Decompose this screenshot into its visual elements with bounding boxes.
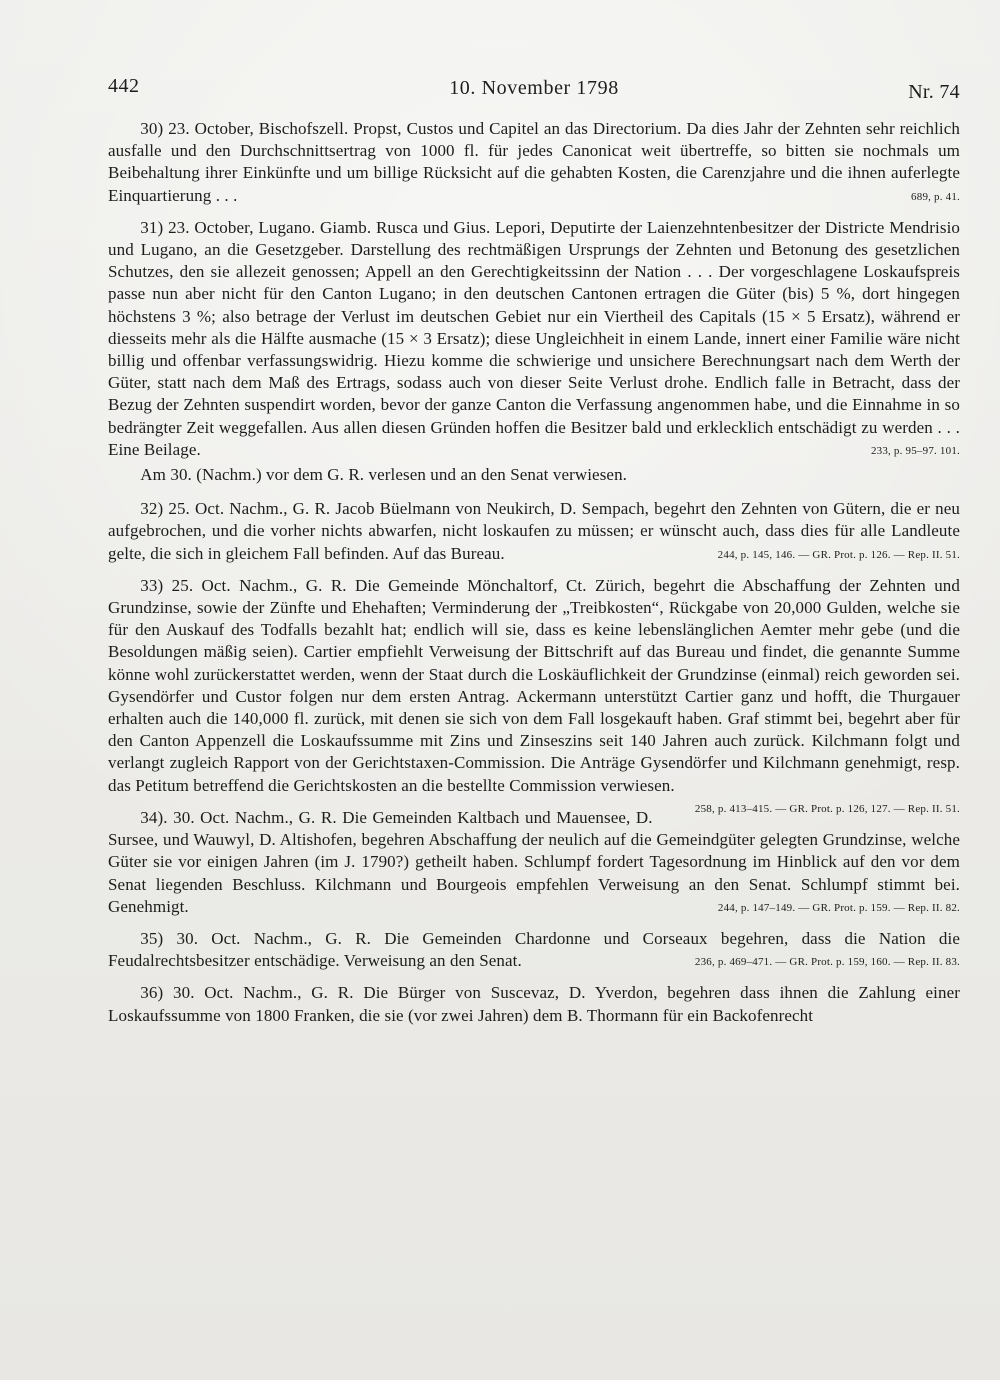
- page-date: 10. November 1798: [449, 77, 619, 99]
- page-reference: Nr. 74: [908, 81, 960, 103]
- entry-34: [108, 807, 960, 918]
- entry-33-text: [108, 575, 960, 815]
- entry-36-body: 36) 30. Oct. Nachm., G. R. Die Bürger von Suscevaz, D. Yverdon, begehren dass ihnen die Zahlung einer Loskaufssumme von 1800 Franken, die sie (vor zwei Jahren) dem B. Thormann für ein Backofenrecht: [108, 983, 960, 1025]
- page-header: [108, 74, 960, 108]
- page-number: 442: [108, 75, 140, 97]
- entry-36: [108, 982, 960, 1026]
- entry-32-body: 32) 25. Oct. Nachm., G. R. Jacob Büelmann von Neukirch, D. Sempach, begehrt den Zehnten von Gütern, die er neu aufgebrochen, und die vorher nichts abwarfen, nicht loskaufen zu müssen; er wünscht auch, dass dies für alle Landleute gelte, die sich in gleichem Fall befinden. Auf das Bureau.: [108, 499, 960, 563]
- entry-35-body: 35) 30. Oct. Nachm., G. R. Die Gemeinden Chardonne und Corseaux begehren, dass die Nation die Feudalrechtsbesitzer entschädige. Verweisung an den Senat.: [108, 928, 960, 971]
- entry-32: [108, 498, 960, 565]
- entry-33: [108, 575, 960, 815]
- entry-35-text: [108, 928, 960, 972]
- entry-31-note: Am 30. (Nachm.) vor dem G. R. verlesen und an den Senat verwiesen.: [140, 465, 628, 485]
- entry-34-text: [108, 807, 960, 918]
- entry-35-citation: 236, p. 469–471. — GR. Prot. p. 159, 160. — Rep. II. 83.: [694, 956, 960, 969]
- entry-34-citation: 244, p. 147–149. — GR. Prot. p. 159. — Rep. II. 82.: [717, 901, 960, 914]
- entry-36-text: [108, 982, 960, 1026]
- entry-35: [108, 928, 960, 972]
- document-body: [108, 118, 960, 1037]
- entry-31-body: 31) 23. October, Lugano. Giamb. Rusca und Gius. Lepori, Deputirte der Laienzehntenbesitzer der Districte Mendrisio und Lugano, an die Gesetzgeber. Darstellung des rechtmäßigen Ursprungs der Zehnten und Betonung des gesetzlichen Schutzes, den sie allezeit genossen; Appell an den Gerechtigkeitssinn der Nation . . . Der vorgeschlagene Loskaufspreis passe nun aber nicht für den Canton Lugano; in den deutschen Cantonen ertragen die Güter (bis) 5 %, dort hingegen höchstens 3 %; also betrage der Verlust im deutschen Gebiet nur ein Viertheil des Capitals (15 × 5 Ersatz), während er diesseits mehr als die Hälfte ausmache (15 × 3 Ersatz); diese Ungleichheit in einem Lande, innert einer Familie wäre nicht billig und offenbar verfassungswidrig. Hiezu komme die schwierige und unsichere Berechnungsart nach dem Werth der Güter, statt nach dem Maß des Ertrags, sodass auch von dieser Seite Verlust drohe. Endlich falle in Betracht, dass der Bezug der Zehnten suspendirt worden, bevor der ganze Canton die Verfassung angenommen habe, und die Einnahme in so bedrängter Zeit weggefallen. Aus allen diesen Gründen hoffen die Besitzer bald und erklecklich entschädigt zu werden . . . Eine Beilage.: [108, 217, 960, 459]
- entry-33-body: 33) 25. Oct. Nachm., G. R. Die Gemeinde Mönchaltorf, Ct. Zürich, begehrt die Abschaffung der Zehnten und Grundzinse, sowie der Zünfte und Ehehaften; Verminderung der „Treibkosten“, Rückgabe von 20,000 Gulden, welche sie für den Auskauf des Todfalls bezahlt hat; endlich will sie, dass es keine lebenslänglichen Aemter mehr gebe (und die Besoldungen mäßig seien). Cartier empfiehlt Verweisung der Bittschrift auf das Bureau und findet, die genannte Summe könne wohl zurückerstattet werden, wenn der Staat durch die Loskäuflichkeit der Grundzinse (einmal) reich geworden sei. Gysendörfer und Custor folgen nur dem ersten Antrag. Ackermann unterstützt Cartier ganz und hofft, die Thurgauer erhalten auch die 140,000 fl. zurück, mit denen sie sich von dem Fall losgekauft haben. Graf stimmt bei, begehrt aber für den Canton Appenzell die Loskaufssumme mit Zins und Zinseszins seit 140 Jahren auch zurück. Kilchmann folgt und verlangt zugleich Rapport von der Gerichtstaxen-Commission. Die Anträge Gysendörfer und Kilchmann genehmigt, resp. das Petitum betreffend die Gerichtskosten an die bestellte Commission verwiesen.: [108, 575, 960, 795]
- entry-32-text: [108, 498, 960, 565]
- entry-30-text: [108, 118, 960, 207]
- entry-31-citation: 233, p. 95–97. 101.: [870, 444, 960, 457]
- entry-31-text: [108, 217, 960, 461]
- entry-30: [108, 118, 960, 207]
- entry-31: [108, 217, 960, 486]
- entry-30-body: 30) 23. October, Bischofszell. Propst, Custos und Capitel an das Directorium. Da dies Jahr der Zehnten sehr reichlich ausfalle und den Durchschnittsertrag von 1000 fl. für jedes Canonicat weit übertreffe, so bitten sie nochmals um Beibehaltung ihrer Einkünfte und um billige Rücksicht auf die gehabten Kosten, die Carenzjahre und die ihnen auferlegte Einquartierung . . .: [108, 119, 960, 205]
- entry-30-citation: 689, p. 41.: [911, 190, 960, 203]
- entry-33-citation: 258, p. 413–415. — GR. Prot. p. 126, 127. — Rep. II. 51.: [694, 802, 960, 815]
- entry-32-citation: 244, p. 145, 146. — GR. Prot. p. 126. — Rep. II. 51.: [717, 548, 960, 561]
- entry-34-body: 34). 30. Oct. Nachm., G. R. Die Gemeinden Kaltbach und Mauensee, D. Sursee, und Wauwyl, D. Altishofen, begehren Abschaffung der neulich auf die Gemeindgüter gelegten Grundzinse, welche Güter sie vor einigen Jahren (im J. 1790?) getheilt haben. Schlumpf fordert Tagesordnung im Hinblick auf den vor dem Senat liegenden Beschluss. Kilchmann und Bourgeois empfehlen Verweisung an den Senat. Schlumpf stimmt bei. Genehmigt.: [108, 807, 960, 916]
